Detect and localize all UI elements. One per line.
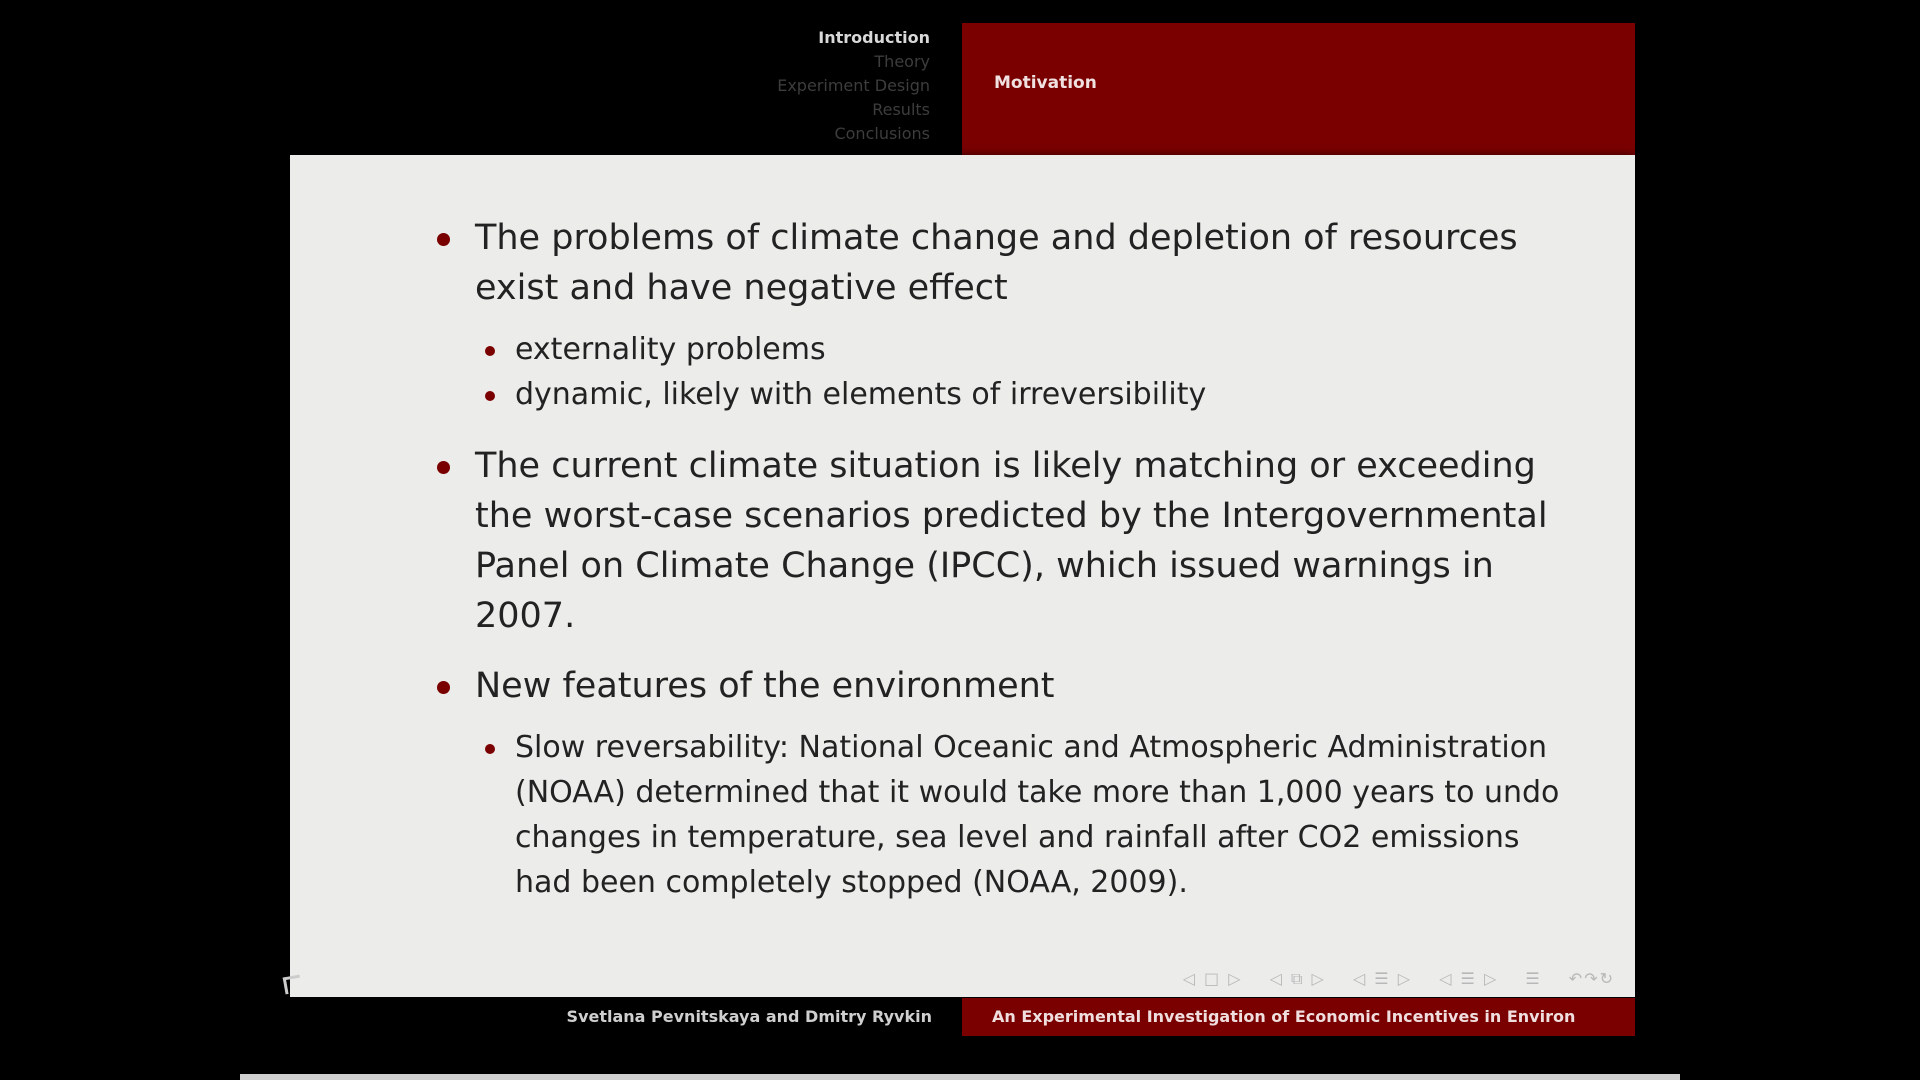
bullet-icon: [437, 681, 450, 694]
sub-bullet-text: externality problems: [515, 332, 826, 367]
slide-content: [435, 213, 1565, 929]
bullet-text: The problems of climate change and depletion of resources exist and have negative effect: [475, 218, 1518, 308]
bullet-icon: [437, 233, 450, 246]
subsection-nav-icon[interactable]: ◁ ⧉ ▷: [1269, 969, 1326, 988]
frame-nav-icon[interactable]: ◁ □ ▷: [1182, 969, 1243, 988]
sub-bullet-item: [435, 725, 1565, 905]
nav-section-conclusions[interactable]: Conclusions: [834, 124, 930, 143]
outline-icon[interactable]: ☰: [1525, 969, 1542, 988]
sub-bullet-icon: [485, 391, 495, 401]
bullet-item: [435, 441, 1565, 641]
nav-section-experiment-design[interactable]: Experiment Design: [777, 76, 930, 95]
bullet-text: The current climate situation is likely matching or exceeding the worst-case scenarios predicted by the Intergovernmental Panel on Climate Change (IPCC), which issued warnings in 2007.: [475, 446, 1548, 636]
bullet-item: [435, 213, 1565, 313]
sub-bullet-list: [435, 725, 1565, 905]
bullet-icon: [437, 461, 450, 474]
slide-body: [290, 155, 1635, 997]
sub-bullet-icon: [485, 346, 495, 356]
footer-authors: Svetlana Pevnitskaya and Dmitry Ryvkin: [566, 1007, 932, 1026]
header-banner: [962, 23, 1635, 155]
bottom-divider: [240, 1074, 1680, 1080]
sub-bullet-list: [435, 327, 1565, 417]
bullet-text: New features of the environment: [475, 666, 1055, 706]
sub-bullet-text: dynamic, likely with elements of irreversibility: [515, 377, 1207, 412]
nav-section-results[interactable]: Results: [872, 100, 930, 119]
document-nav-icon[interactable]: ◁ ☰ ▷: [1439, 969, 1499, 988]
sub-bullet-item: [435, 327, 1565, 372]
footer-title: An Experimental Investigation of Economic Incentives in Environ: [962, 998, 1635, 1036]
bullet-item: [435, 661, 1565, 711]
nav-section-theory[interactable]: Theory: [874, 52, 930, 71]
sub-bullet-item: [435, 372, 1565, 417]
sub-bullet-icon: [485, 744, 495, 754]
back-forward-search-icon[interactable]: ↶↷↻: [1568, 969, 1615, 988]
section-nav-icon[interactable]: ◁ ☰ ▷: [1352, 969, 1413, 988]
nav-section-introduction[interactable]: Introduction: [818, 28, 930, 47]
section-navigation: [560, 26, 930, 146]
mouse-cursor-icon: [283, 975, 303, 995]
sub-bullet-text: Slow reversability: National Oceanic and Atmospheric Administration (NOAA) determined that it would take more than 1,000 years to undo changes in temperature, sea level and rainfall after CO2 emissions had been completely stopped (NOAA, 2009).: [515, 730, 1560, 900]
beamer-navigation-symbols: [1163, 969, 1615, 989]
subsection-title[interactable]: Motivation: [994, 73, 1097, 93]
